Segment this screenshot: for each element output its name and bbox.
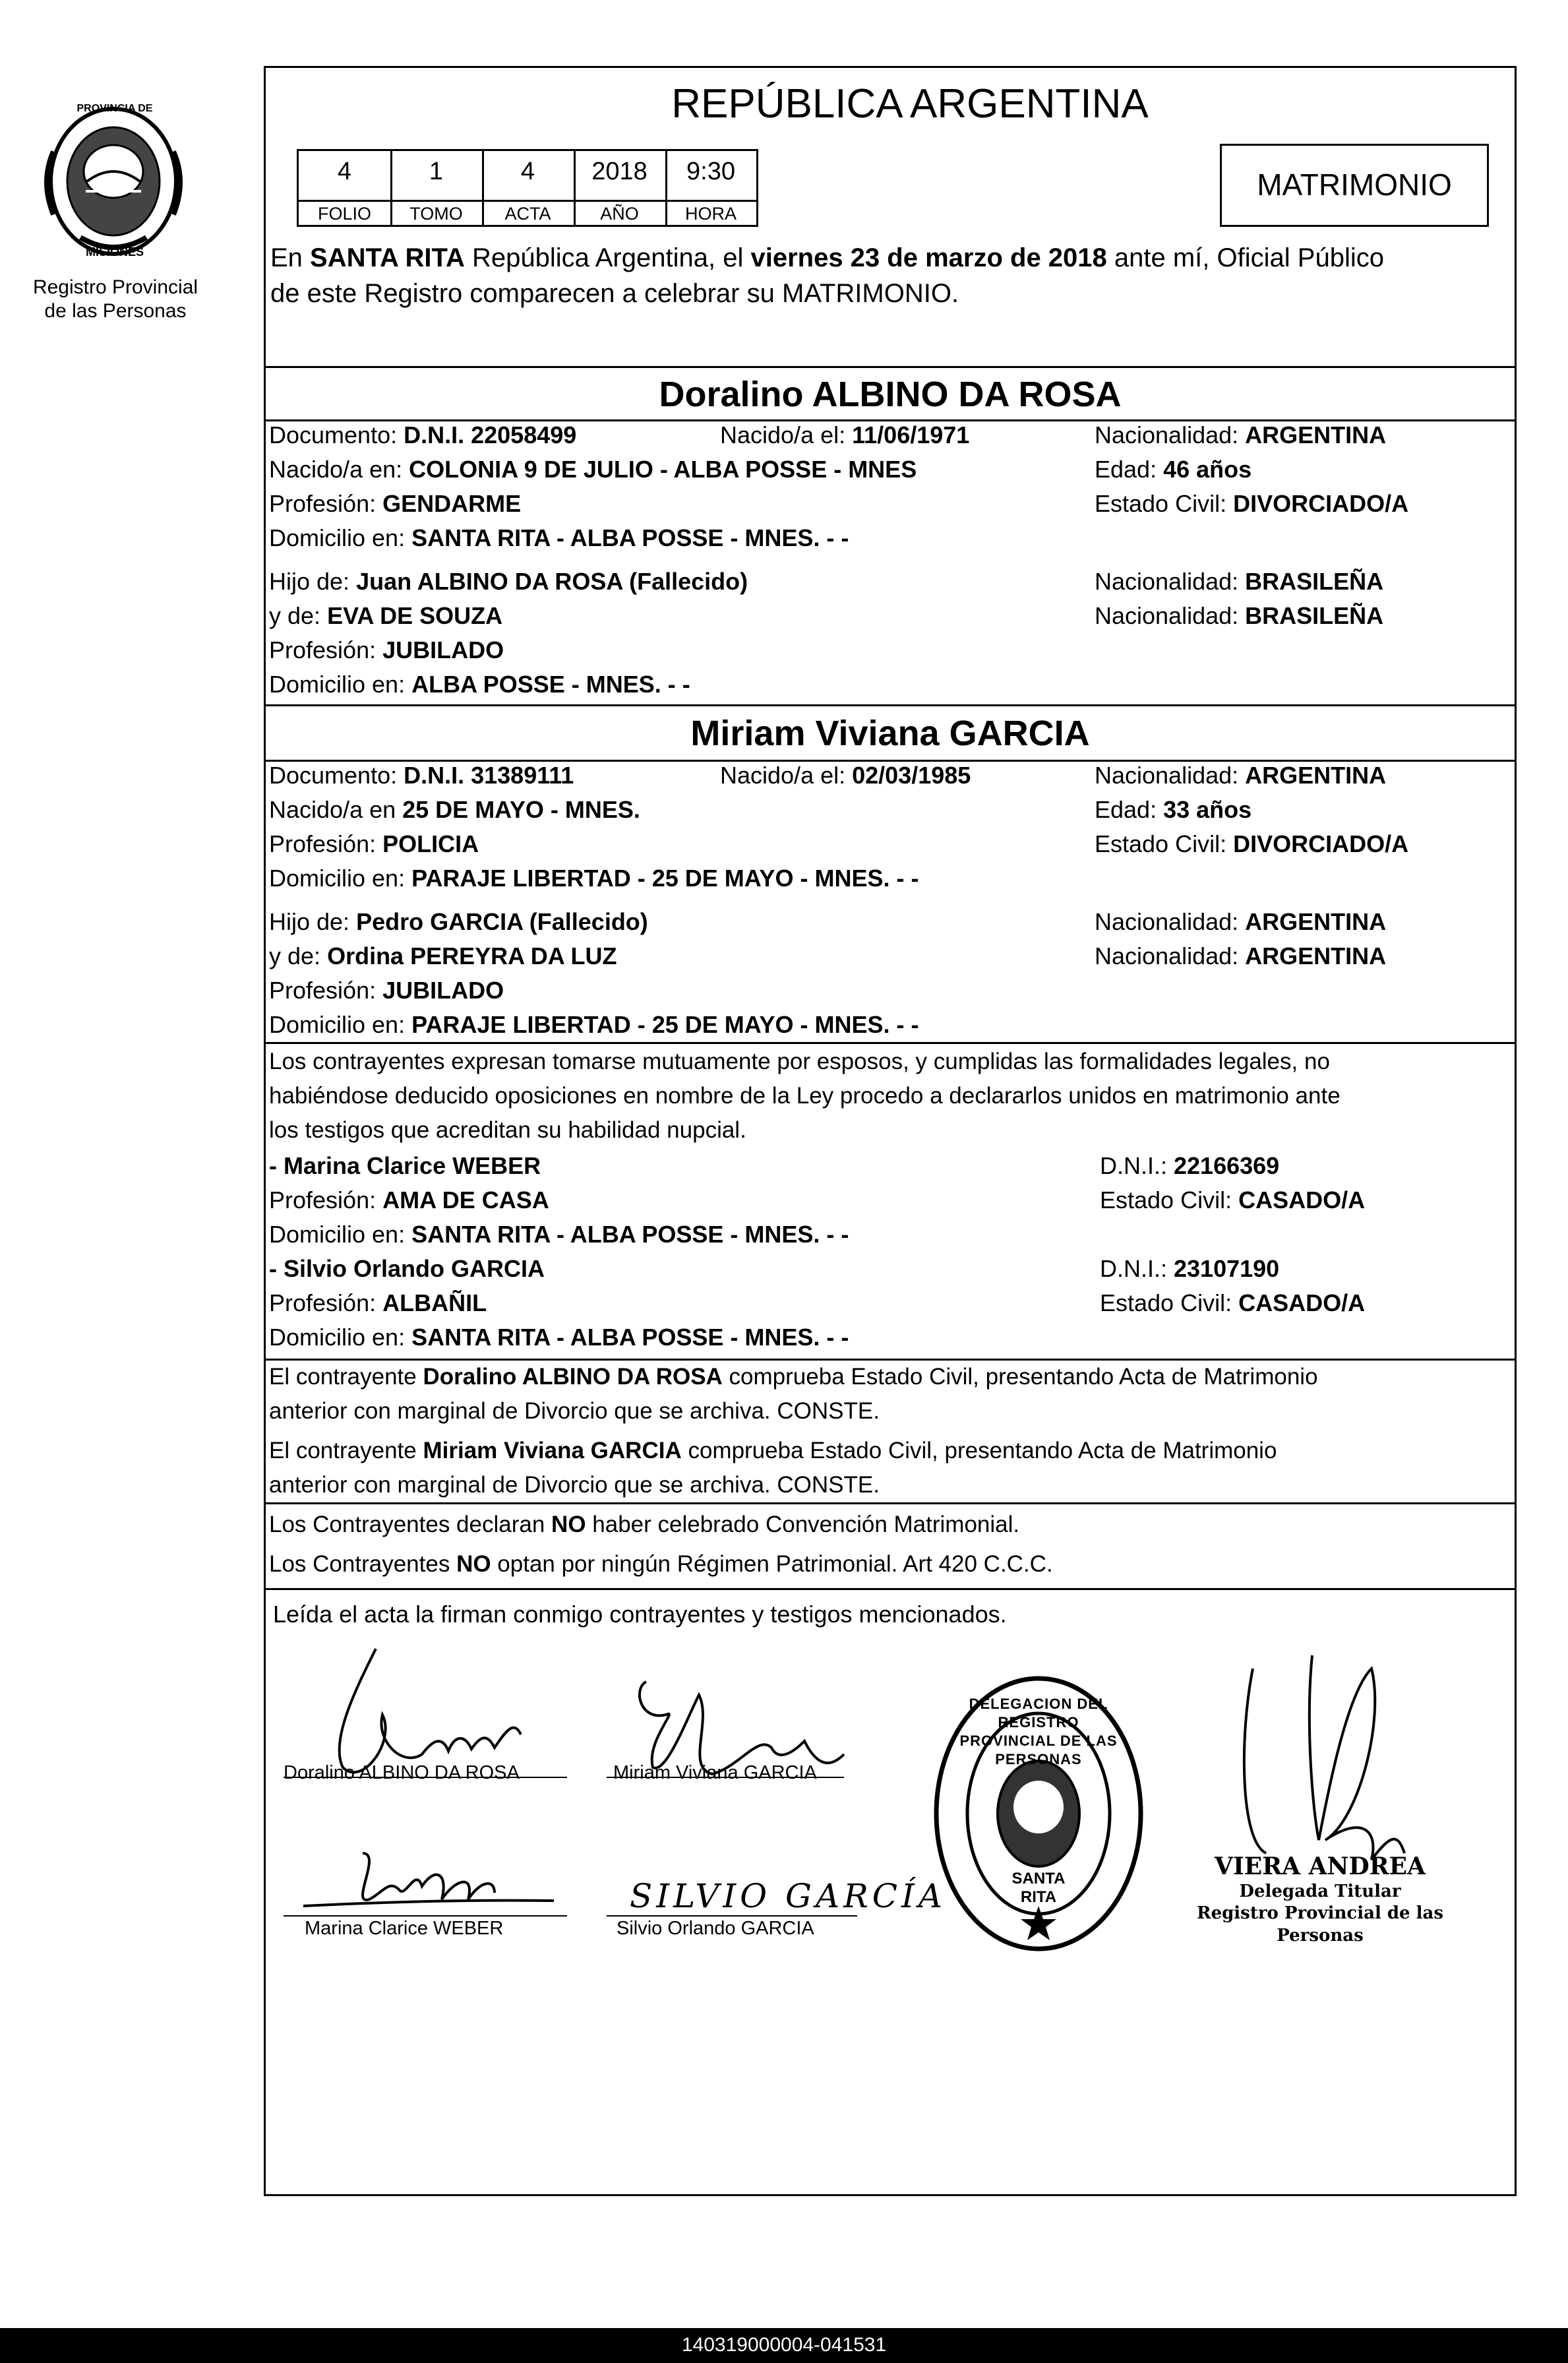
bride-age: 33 años: [1163, 796, 1252, 823]
groom-father: Juan ALBINO DA ROSA (Fallecido): [356, 568, 748, 595]
bride-parents-profession: JUBILADO: [382, 977, 504, 1004]
officer-title: Delegada Titular: [1239, 1882, 1401, 1901]
record-type-box: MATRIMONIO: [1220, 144, 1489, 227]
witness-2-signature-label: Silvio Orlando GARCIA: [617, 1918, 814, 1939]
witness-2-name: - Silvio Orlando GARCIA: [269, 1255, 545, 1282]
witness-2-handwriting: SILVIO GARCÍA: [630, 1877, 946, 1915]
acta-value: 4: [520, 158, 535, 185]
bride-nationality: ARGENTINA: [1245, 762, 1387, 789]
intro-paragraph: En SANTA RITA República Argentina, el viernes 23 de marzo de 2018 ante mí, Oficial Público de este Registro comparecen a celebrar su MATRIMONIO.: [270, 243, 1384, 308]
witness-1: - Marina Clarice WEBER Profesión: AMA DE CASA Domicilio en: SANTA RITA - ALBA POSSE - MNES. - -: [269, 1149, 1080, 1252]
divider-bride: [264, 704, 1517, 706]
groom-right-col: Nacionalidad: ARGENTINA Edad: 46 años Estado Civil: DIVORCIADO/A: [1095, 421, 1409, 517]
official-stamp: [930, 1669, 1147, 1959]
folio-table: [297, 149, 758, 227]
groom-civil-status: DIVORCIADO/A: [1233, 490, 1409, 517]
officer-block: [1155, 1852, 1485, 1947]
bride-right-col: Nacionalidad: ARGENTINA Edad: 33 años Estado Civil: DIVORCIADO/A: [1095, 762, 1409, 857]
tomo-value: 1: [429, 158, 444, 185]
bride-domicile: PARAJE LIBERTAD - 25 DE MAYO - MNES. - -: [411, 865, 919, 892]
bride-profession: POLICIA: [382, 830, 479, 857]
folio-label: FOLIO: [317, 204, 371, 224]
bride-birthplace: 25 DE MAYO - MNES.: [402, 796, 640, 823]
divider-groom: [264, 366, 1517, 368]
bride-civil-status: DIVORCIADO/A: [1233, 830, 1409, 857]
city: SANTA RITA: [310, 243, 465, 272]
bride-parents: Hijo de: Pedro GARCIA (Fallecido) y de: Ordina PEREYRA DA LUZ Profesión: JUBILADO Domicilio en: PARAJE LIBERTAD - 25 DE MAYO - MNES. - -: [269, 908, 919, 1038]
groom-age: 46 años: [1163, 456, 1252, 483]
witness-1-name: - Marina Clarice WEBER: [269, 1152, 541, 1179]
witness-2-right: D.N.I.: 23107190 Estado Civil: CASADO/A: [1100, 1255, 1366, 1316]
bride-name: Miriam Viviana GARCIA: [690, 714, 1090, 753]
witness-1-signature-line: [284, 1915, 567, 1917]
bride-left-col: Documento: D.N.I. 31389111 Nacido/a en 25 DE MAYO - MNES. Profesión: POLICIA Domicilio en: PARAJE LIBERTAD - 25 DE MAYO - MNES. - -: [269, 762, 919, 892]
seal-text-top: PROVINCIA DE: [76, 103, 153, 114]
civil-proof-paragraph: El contrayente Doralino ALBINO DA ROSA comprueba Estado Civil, presentando Acta de Matrimonio anterior con marginal de Divorcio que se archiva. CONSTE. El contrayente Miriam Viviana GARCIA comprueba Estado Civil, presentando Acta de Matrimonio anterior con marginal de Divorcio que se archiva. CONSTE.: [269, 1364, 1318, 1498]
bride-parents-domicile: PARAJE LIBERTAD - 25 DE MAYO - MNES. - -: [411, 1011, 919, 1038]
anio-label: AÑO: [600, 204, 639, 224]
divider-closing: [264, 1588, 1517, 1590]
anio-value: 2018: [591, 158, 648, 185]
tomo-label: TOMO: [409, 204, 463, 224]
regime-paragraph: Los Contrayentes declaran NO haber celebrado Convención Matrimonial. Los Contrayentes NO optan por ningún Régimen Patrimonial. Art 420 C.C.C.: [269, 1512, 1053, 1577]
officer-org: Registro Provincial de las Personas: [1196, 1903, 1444, 1946]
groom-nationality: ARGENTINA: [1245, 421, 1387, 448]
witness-2-signature-line: [607, 1915, 857, 1917]
province-seal-icon: [34, 99, 193, 270]
groom-mother: EVA DE SOUZA: [327, 602, 503, 629]
groom-profession: GENDARME: [382, 490, 522, 517]
bride-birthdate: Nacido/a el: 02/03/1985: [720, 762, 971, 789]
folio-value: 4: [337, 158, 352, 185]
ceremony-date: viernes 23 de marzo de 2018: [750, 243, 1107, 272]
seal-text-bottom: MISIONES: [85, 245, 144, 259]
bride-mother: Ordina PEREYRA DA LUZ: [327, 942, 617, 969]
acta-label: ACTA: [504, 204, 551, 224]
stamp-inner-text: SANTA RITA: [1011, 1870, 1066, 1906]
witness-2: - Silvio Orlando GARCIA Profesión: ALBAÑIL Domicilio en: SANTA RITA - ALBA POSSE - MNES. - -: [269, 1252, 1080, 1355]
registry-caption: [13, 276, 218, 323]
groom-signature-label: Doralino ALBINO DA ROSA: [284, 1762, 520, 1783]
groom-domicile: SANTA RITA - ALBA POSSE - MNES. - -: [411, 524, 849, 551]
divider-regime: [264, 1502, 1517, 1504]
divider-declaration: [264, 1042, 1517, 1044]
footer-code: 140319000004-041531: [681, 2334, 887, 2356]
groom-name: Doralino ALBINO DA ROSA: [659, 375, 1122, 414]
registry-caption-line1: Registro Provincial: [32, 276, 198, 298]
witness-1-signature-label: Marina Clarice WEBER: [305, 1918, 504, 1939]
bride-father: Pedro GARCIA (Fallecido): [356, 908, 648, 935]
hora-value: 9:30: [686, 158, 735, 185]
hora-label: HORA: [684, 204, 737, 224]
declaration-paragraph: Los contrayentes expresan tomarse mutuamente por esposos, y cumplidas las formalidades legales, no habiéndose deducido oposiciones en nombre de la Ley procedo a declararlos unidos en matrimonio ante los testigos que acreditan su habilidad nupcial.: [269, 1049, 1341, 1143]
registry-caption-line2: de las Personas: [44, 300, 187, 322]
officer-name: VIERA ANDREA: [1215, 1853, 1426, 1880]
province-seal: [34, 99, 193, 270]
bride-dni: D.N.I. 31389111: [404, 762, 574, 789]
groom-dni: D.N.I. 22058499: [404, 421, 577, 448]
groom-parents-nationality: Nacionalidad: BRASILEÑA Nacionalidad: BRASILEÑA: [1095, 568, 1384, 629]
closing-statement: Leída el acta la firman conmigo contrayentes y testigos mencionados.: [273, 1601, 1007, 1628]
stamp-ring-text: DELEGACION DEL REGISTRO PROVINCIAL DE LAS PERSONAS: [959, 1696, 1118, 1767]
groom-birthplace: COLONIA 9 DE JULIO - ALBA POSSE - MNES: [409, 456, 917, 483]
page-title: REPÚBLICA ARGENTINA: [671, 81, 1149, 127]
groom-left-col: Documento: D.N.I. 22058499 Nacido/a en: COLONIA 9 DE JULIO - ALBA POSSE - MNES Profesión: GENDARME Domicilio en: SANTA RITA - ALBA POSSE - MNES. - -: [269, 421, 917, 551]
witness-1-right: D.N.I.: 22166369 Estado Civil: CASADO/A: [1100, 1152, 1366, 1213]
bride-parents-nationality: Nacionalidad: ARGENTINA Nacionalidad: ARGENTINA: [1095, 908, 1387, 969]
groom-birthdate: Nacido/a el: 11/06/1971: [720, 421, 970, 448]
bride-signature-label: Miriam Viviana GARCIA: [613, 1762, 817, 1783]
groom-parents-domicile: ALBA POSSE - MNES. - -: [411, 671, 690, 698]
groom-parents-profession: JUBILADO: [382, 636, 504, 663]
groom-parents: Hijo de: Juan ALBINO DA ROSA (Fallecido) y de: EVA DE SOUZA Profesión: JUBILADO Domicilio en: ALBA POSSE - MNES. - -: [269, 568, 748, 698]
